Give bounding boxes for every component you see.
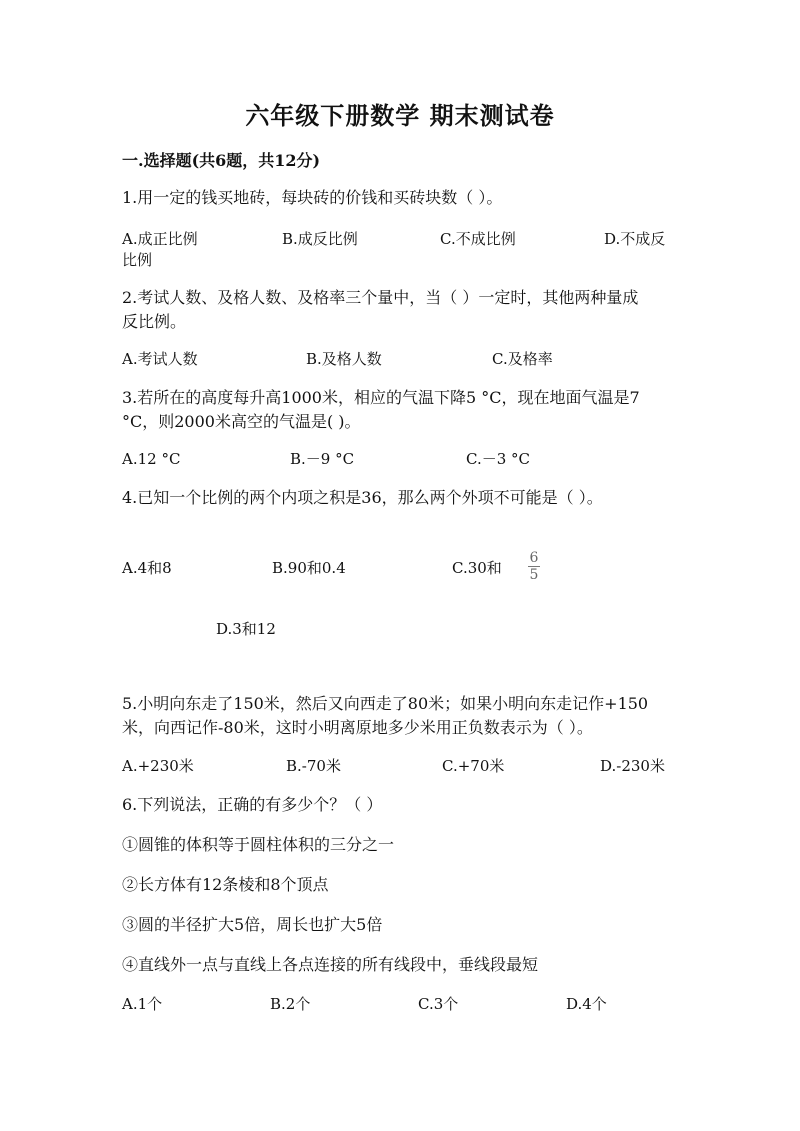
question-5-option-c: C.+70米 — [442, 757, 505, 775]
question-2-option-b: B.及格人数 — [306, 350, 382, 368]
question-6-statement-4: ④直线外一点与直线上各点连接的所有线段中，垂线段最短 — [122, 955, 539, 974]
question-1-stem: 1.用一定的钱买地砖，每块砖的价钱和买砖块数（ ）。 — [122, 188, 503, 207]
question-4-option-b: B.90和0.4 — [272, 559, 346, 577]
question-3-option-a: A.12 °C — [122, 450, 181, 468]
question-2-stem-line-1: 2.考试人数、及格人数、及格率三个量中，当（ ）一定时，其他两种量成 — [122, 288, 639, 307]
question-6-option-d: D.4个 — [566, 995, 607, 1013]
question-1-option-a: A.成正比例 — [122, 230, 198, 248]
question-3-stem-line-2: °C，则2000米高空的气温是( )。 — [122, 412, 361, 431]
question-4-option-a: A.4和8 — [122, 559, 172, 577]
question-4-option-c: C.30和 — [452, 559, 502, 577]
question-6-option-b: B.2个 — [270, 995, 311, 1013]
question-6-option-c: C.3个 — [418, 995, 459, 1013]
question-4-stem: 4.已知一个比例的两个内项之积是36，那么两个外项不可能是（ ）。 — [122, 488, 603, 507]
question-6-stem: 6.下列说法，正确的有多少个？（ ） — [122, 795, 383, 814]
question-3-stem-line-1: 3.若所在的高度每升高1000米，相应的气温下降5 °C，现在地面气温是7 — [122, 388, 640, 407]
question-1-option-c: C.不成比例 — [440, 230, 516, 248]
question-6-statement-2: ②长方体有12条棱和8个顶点 — [122, 875, 329, 894]
question-2-option-a: A.考试人数 — [122, 350, 198, 368]
fraction-denominator: 5 — [529, 567, 539, 583]
question-5-option-b: B.-70米 — [286, 757, 341, 775]
question-3-option-b: B.－9 °C — [290, 450, 355, 468]
question-5-option-a: A.+230米 — [122, 757, 194, 775]
question-6-statement-1: ①圆锥的体积等于圆柱体积的三分之一 — [122, 835, 395, 854]
fraction-numerator: 6 — [529, 550, 539, 566]
question-6-statement-3: ③圆的半径扩大5倍，周长也扩大5倍 — [122, 915, 383, 934]
question-5-stem-line-1: 5.小明向东走了150米，然后又向西走了80米；如果小明向东走记作+150 — [122, 694, 649, 713]
question-1-option-d: D.不成反 — [604, 230, 666, 248]
question-3-option-c: C.－3 °C — [466, 450, 530, 468]
question-5-stem-line-2: 米，向西记作-80米，这时小明离原地多少米用正负数表示为（ ）。 — [122, 718, 593, 737]
question-2-option-c: C.及格率 — [492, 350, 553, 368]
section-heading: 一.选择题(共6题，共12分) — [122, 151, 321, 170]
page-title: 六年级下册数学 期末测试卷 — [245, 101, 555, 130]
fraction-six-fifths — [528, 551, 540, 582]
question-1-option-b: B.成反比例 — [282, 230, 358, 248]
question-5-option-d: D.-230米 — [600, 757, 665, 775]
question-2-stem-line-2: 反比例。 — [122, 312, 187, 331]
question-4-option-d: D.3和12 — [216, 620, 276, 638]
question-1-option-d-continued: 比例 — [122, 251, 153, 269]
question-6-option-a: A.1个 — [122, 995, 163, 1013]
